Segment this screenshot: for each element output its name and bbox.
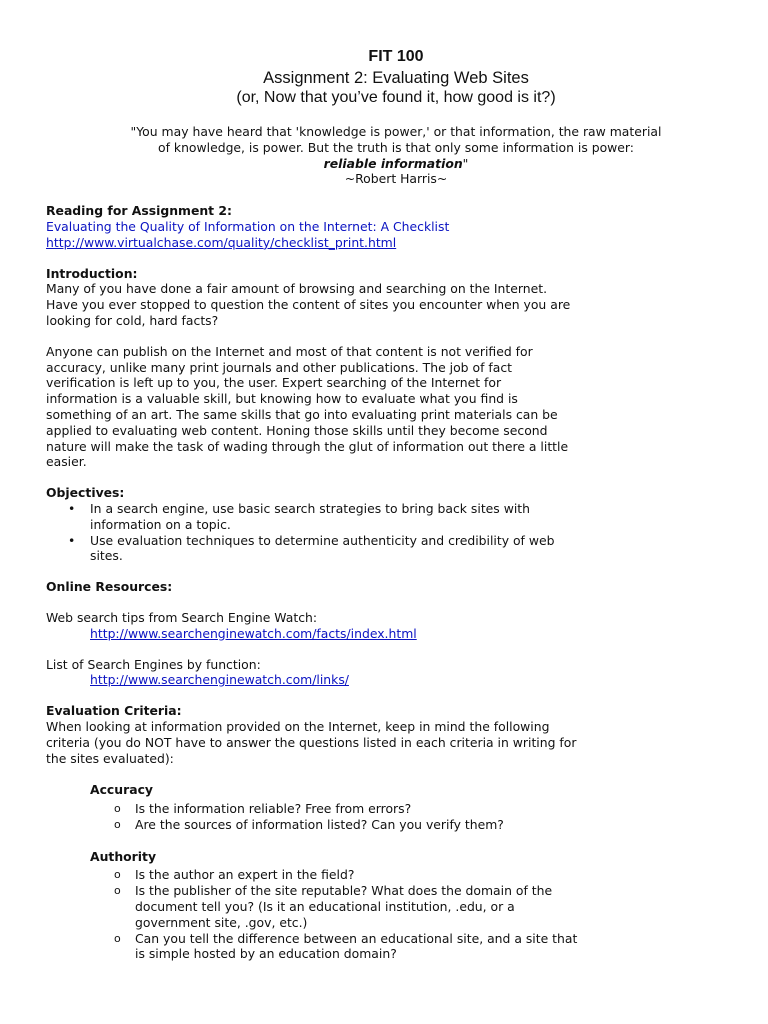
assignment-subtitle: (or, Now that you’ve found it, how good is it?) (236, 89, 556, 106)
list-item (46, 533, 746, 565)
quote-author: ~Robert Harris~ (344, 171, 448, 187)
objectives-list (46, 501, 746, 564)
engines-link[interactable]: http://www.searchenginewatch.com/links/ (90, 672, 349, 688)
list-item (46, 817, 746, 833)
text-line: verification is left up to you, the user. Expert searching of the Internet for (46, 375, 502, 391)
introduction-section (46, 266, 746, 471)
circle-bullet-icon: o (114, 931, 121, 945)
list-item (46, 867, 746, 883)
text-line: When looking at information provided on the Internet, keep in mind the following (46, 718, 550, 734)
introduction-heading: Introduction: (46, 265, 138, 281)
list-label: List of Search Engines by function: (46, 656, 261, 672)
text-line: easier. (46, 454, 87, 470)
document-page (46, 0, 746, 962)
criteria-section (46, 703, 746, 962)
accuracy-heading: Accuracy (90, 782, 153, 798)
reading-heading: Reading for Assignment 2: (46, 203, 232, 219)
text-line: Use evaluation techniques to determine authenticity and credibility of web (90, 532, 555, 548)
text-line: sites. (90, 548, 123, 564)
intro-paragraph (46, 344, 746, 470)
circle-bullet-icon: o (114, 884, 121, 898)
quote-line: of knowledge, is power. But the truth is that only some information is power: (158, 139, 634, 155)
tips-link[interactable]: http://www.searchenginewatch.com/facts/index.html (90, 625, 417, 641)
criteria-heading: Evaluation Criteria: (46, 703, 182, 719)
quote-block (46, 124, 746, 187)
text-line: something of an art. The same skills that go into evaluating print materials can be (46, 406, 558, 422)
reading-link[interactable]: http://www.virtualchase.com/quality/checklist_print.html (46, 234, 397, 250)
list-item (46, 883, 746, 930)
text-line: document tell you? (Is it an educational institution, .edu, or a (135, 899, 515, 915)
assignment-title: Assignment 2: Evaluating Web Sites (263, 69, 529, 87)
text-line: government site, .gov, etc.) (135, 914, 308, 930)
list-item (46, 931, 746, 963)
course-title: FIT 100 (368, 48, 424, 65)
circle-bullet-icon: o (114, 802, 121, 816)
text-line: the sites evaluated): (46, 750, 174, 766)
text-line: nature will make the task of wading through the glut of information out there a little (46, 438, 569, 454)
resources-section (46, 579, 746, 688)
list-item (46, 801, 746, 817)
intro-paragraph (46, 281, 746, 328)
authority-list (46, 867, 746, 962)
criteria-intro (46, 719, 746, 766)
bullet-icon: • (68, 500, 76, 516)
objectives-section (46, 485, 746, 564)
resources-heading: Online Resources: (46, 579, 173, 595)
quote-line (46, 156, 746, 172)
text-line: Are the sources of information listed? Can you verify them? (135, 816, 504, 832)
text-line: Have you ever stopped to question the content of sites you encounter when you are (46, 297, 571, 313)
text-line: Can you tell the difference between an educational site, and a site that (135, 930, 578, 946)
text-line: Anyone can publish on the Internet and most of that content is not verified for (46, 343, 533, 359)
text-line: information on a topic. (90, 516, 231, 532)
text-line: In a search engine, use basic search strategies to bring back sites with (90, 500, 530, 516)
circle-bullet-icon: o (114, 868, 121, 882)
tips-label: Web search tips from Search Engine Watch: (46, 609, 318, 625)
text-line: Is the author an expert in the field? (135, 867, 355, 883)
accuracy-list (46, 801, 746, 833)
text-line: accuracy, unlike many print journals and other publications. The job of fact (46, 359, 512, 375)
quote-emphasis: reliable information (323, 155, 463, 171)
bullet-icon: • (68, 532, 76, 548)
text-line: is simple hosted by an education domain? (135, 946, 397, 962)
text-line: information is a valuable skill, but knowing how to evaluate what you find is (46, 391, 518, 407)
document-header (46, 48, 746, 108)
quote-close: " (462, 155, 469, 171)
text-line: Is the information reliable? Free from errors? (135, 801, 412, 817)
reading-title: Evaluating the Quality of Information on the Internet: A Checklist (46, 218, 450, 234)
text-line: criteria (you do NOT have to answer the questions listed in each criteria in writing for (46, 734, 577, 750)
text-line: looking for cold, hard facts? (46, 312, 219, 328)
reading-section (46, 203, 746, 250)
text-line: applied to evaluating web content. Honing those skills until they become second (46, 422, 548, 438)
list-item (46, 501, 746, 533)
text-line: Many of you have done a fair amount of browsing and searching on the Internet. (46, 281, 548, 297)
text-line: Is the publisher of the site reputable? What does the domain of the (135, 883, 553, 899)
circle-bullet-icon: o (114, 817, 121, 831)
authority-heading: Authority (90, 848, 157, 864)
objectives-heading: Objectives: (46, 485, 125, 501)
quote-line: "You may have heard that 'knowledge is power,' or that information, the raw material (130, 124, 662, 139)
